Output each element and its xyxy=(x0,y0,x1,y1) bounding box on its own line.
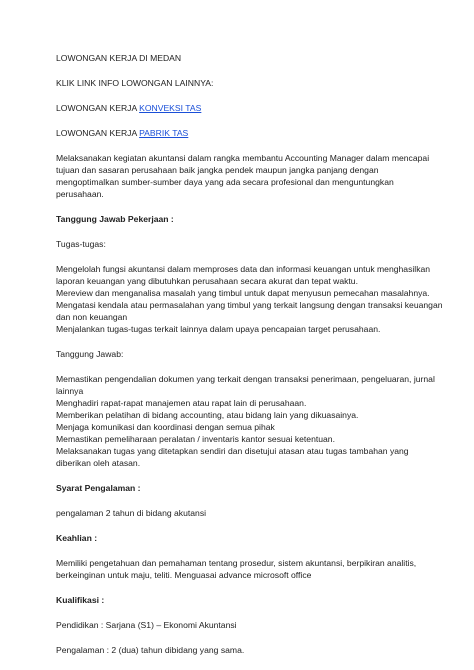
page-title: LOWONGAN KERJA DI MEDAN xyxy=(56,53,182,63)
kualifikasi-heading: Kualifikasi : xyxy=(56,595,105,605)
pengalaman-text: Pengalaman : 2 (dua) tahun dibidang yang sama. xyxy=(56,645,245,655)
tanggung-jawab-item: Memberikan pelatihan di bidang accounting, atau bidang lain yang dikuasainya. xyxy=(56,410,359,420)
intro-line: mengoptimalkan sumber-sumber daya yang ada secara profesional dan menguntungkan xyxy=(56,177,394,187)
keahlian-paragraph xyxy=(56,557,448,581)
tugas-item: dan non keuangan xyxy=(56,312,128,322)
tanggung-jawab-pekerjaan-heading: Tanggung Jawab Pekerjaan : xyxy=(56,214,174,224)
tanggung-jawab-item: lainnya xyxy=(56,386,84,396)
tanggung-jawab-heading: Tanggung Jawab: xyxy=(56,349,124,359)
link-info-heading: KLIK LINK INFO LOWONGAN LAINNYA: xyxy=(56,78,214,88)
tugas-list xyxy=(56,263,448,335)
intro-paragraph xyxy=(56,152,448,200)
tugas-item: Mengatasi kendala atau permasalahan yang timbul yang terkait langsung dengan transaksi keuangan xyxy=(56,300,443,310)
intro-line: perusahaan. xyxy=(56,189,104,199)
keahlian-line: Memiliki pengetahuan dan pemahaman tentang prosedur, sistem akuntansi, berpikiran analitis, xyxy=(56,558,417,568)
tanggung-jawab-item: Menghadiri rapat-rapat manajemen atau rapat lain di perusahaan. xyxy=(56,398,307,408)
tanggung-jawab-list xyxy=(56,373,448,469)
document-body xyxy=(56,52,448,669)
intro-line: tujuan dan sasaran perusahaan baik jangka pendek maupun jangka panjang dengan xyxy=(56,165,379,175)
syarat-pengalaman-heading: Syarat Pengalaman : xyxy=(56,483,141,493)
pabrik-line xyxy=(56,127,448,139)
konveksi-line xyxy=(56,102,448,114)
keahlian-line: berkeinginan untuk maju, teliti. Menguasai advance microsoft office xyxy=(56,570,312,580)
tanggung-jawab-item: Menjaga komunikasi dan koordinasi dengan semua pihak xyxy=(56,422,275,432)
pendidikan-text: Pendidikan : Sarjana (S1) – Ekonomi Akuntansi xyxy=(56,620,237,630)
tanggung-jawab-item: diberikan oleh atasan. xyxy=(56,458,141,468)
keahlian-heading: Keahlian : xyxy=(56,533,98,543)
tanggung-jawab-item: Melaksanakan tugas yang ditetapkan sendiri dan disetujui atasan atau tugas tambahan yang xyxy=(56,446,409,456)
intro-line: Melaksanakan kegiatan akuntansi dalam rangka membantu Accounting Manager dalam mencapai xyxy=(56,153,430,163)
tanggung-jawab-item: Memastikan pengendalian dokumen yang terkait dengan transaksi penerimaan, pengeluaran, jurnal xyxy=(56,374,435,384)
konveksi-prefix: LOWONGAN KERJA xyxy=(56,103,140,113)
tugas-item: Mengelolah fungsi akuntansi dalam memproses data dan informasi keuangan untuk menghasilkan xyxy=(56,264,431,274)
konveksi-tas-link[interactable]: KONVEKSI TAS xyxy=(139,103,202,113)
pabrik-tas-link[interactable]: PABRIK TAS xyxy=(139,128,189,138)
tugas-item: Menjalankan tugas-tugas terkait lainnya dalam upaya pencapaian target perusahaan. xyxy=(56,324,381,334)
tugas-item: Mereview dan menganalisa masalah yang timbul untuk dapat menyusun pemecahan masalahnya. xyxy=(56,288,430,298)
tugas-item: laporan keuangan yang dibutuhkan perusahaan secara akurat dan tepat waktu. xyxy=(56,276,358,286)
pabrik-prefix: LOWONGAN KERJA xyxy=(56,128,140,138)
tanggung-jawab-item: Memastikan pemeliharaan peralatan / inventaris kantor sesuai ketentuan. xyxy=(56,434,335,444)
tugas-heading: Tugas-tugas: xyxy=(56,239,106,249)
syarat-pengalaman-text: pengalaman 2 tahun di bidang akutansi xyxy=(56,508,207,518)
